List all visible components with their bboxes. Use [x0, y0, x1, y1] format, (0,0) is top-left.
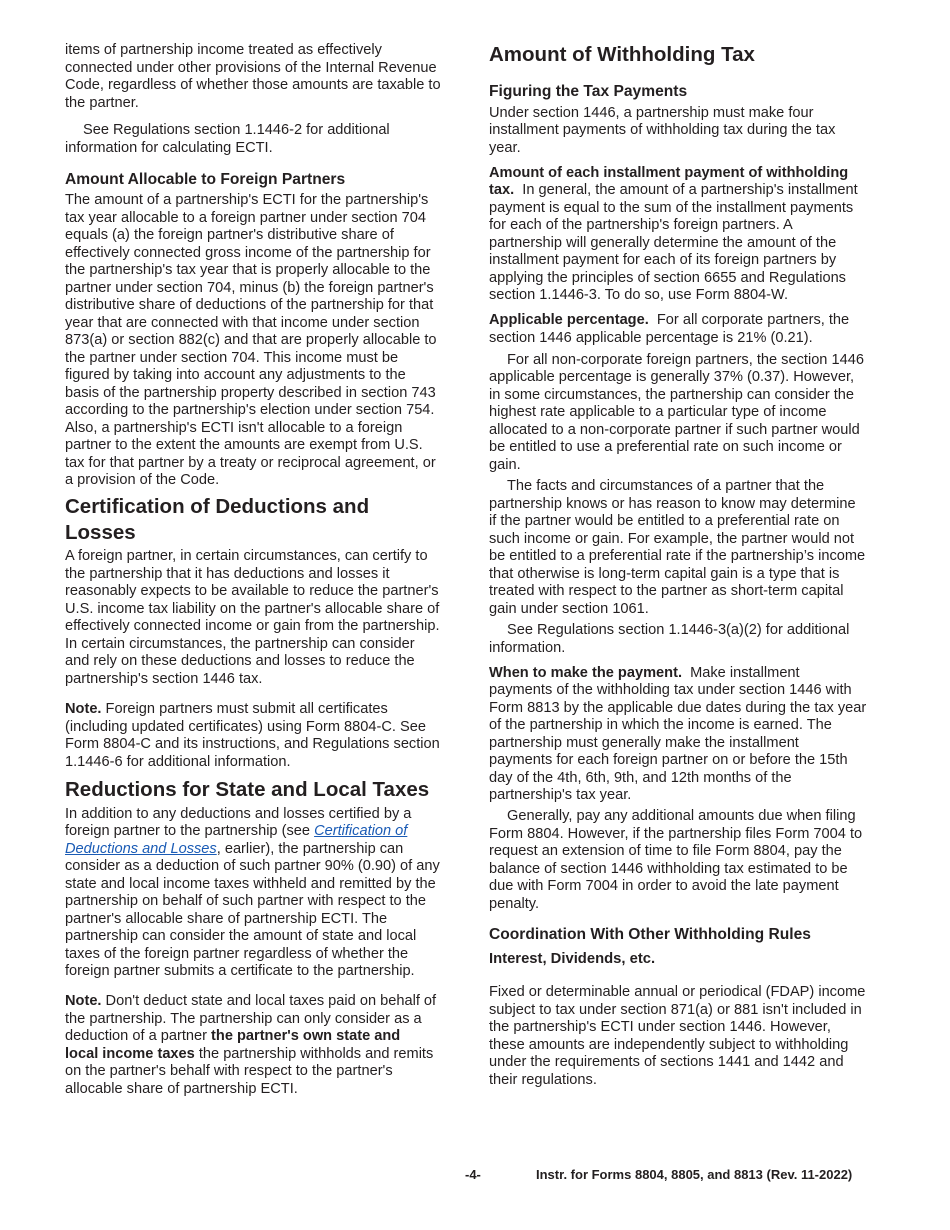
document-title-footer: Instr. for Forms 8804, 8805, and 8813 (Rev. 11-2022) [536, 1167, 853, 1182]
certification-link[interactable]: Certification of [314, 823, 408, 839]
subheading-interest-dividends: Interest, Dividends, etc. [489, 951, 656, 967]
section-heading-withholding: Amount of Withholding Tax [489, 43, 755, 66]
certification-link-continued[interactable]: Deductions and Losses [65, 841, 217, 857]
section-heading-allocable: Amount Allocable to Foreign Partners [65, 171, 346, 188]
page-number: -4- [465, 1167, 481, 1182]
subheading-coordination: Coordination With Other Withholding Rules [489, 926, 811, 943]
subheading-figuring: Figuring the Tax Payments [489, 83, 688, 100]
section-heading-reductions: Reductions for State and Local Taxes [65, 778, 430, 801]
